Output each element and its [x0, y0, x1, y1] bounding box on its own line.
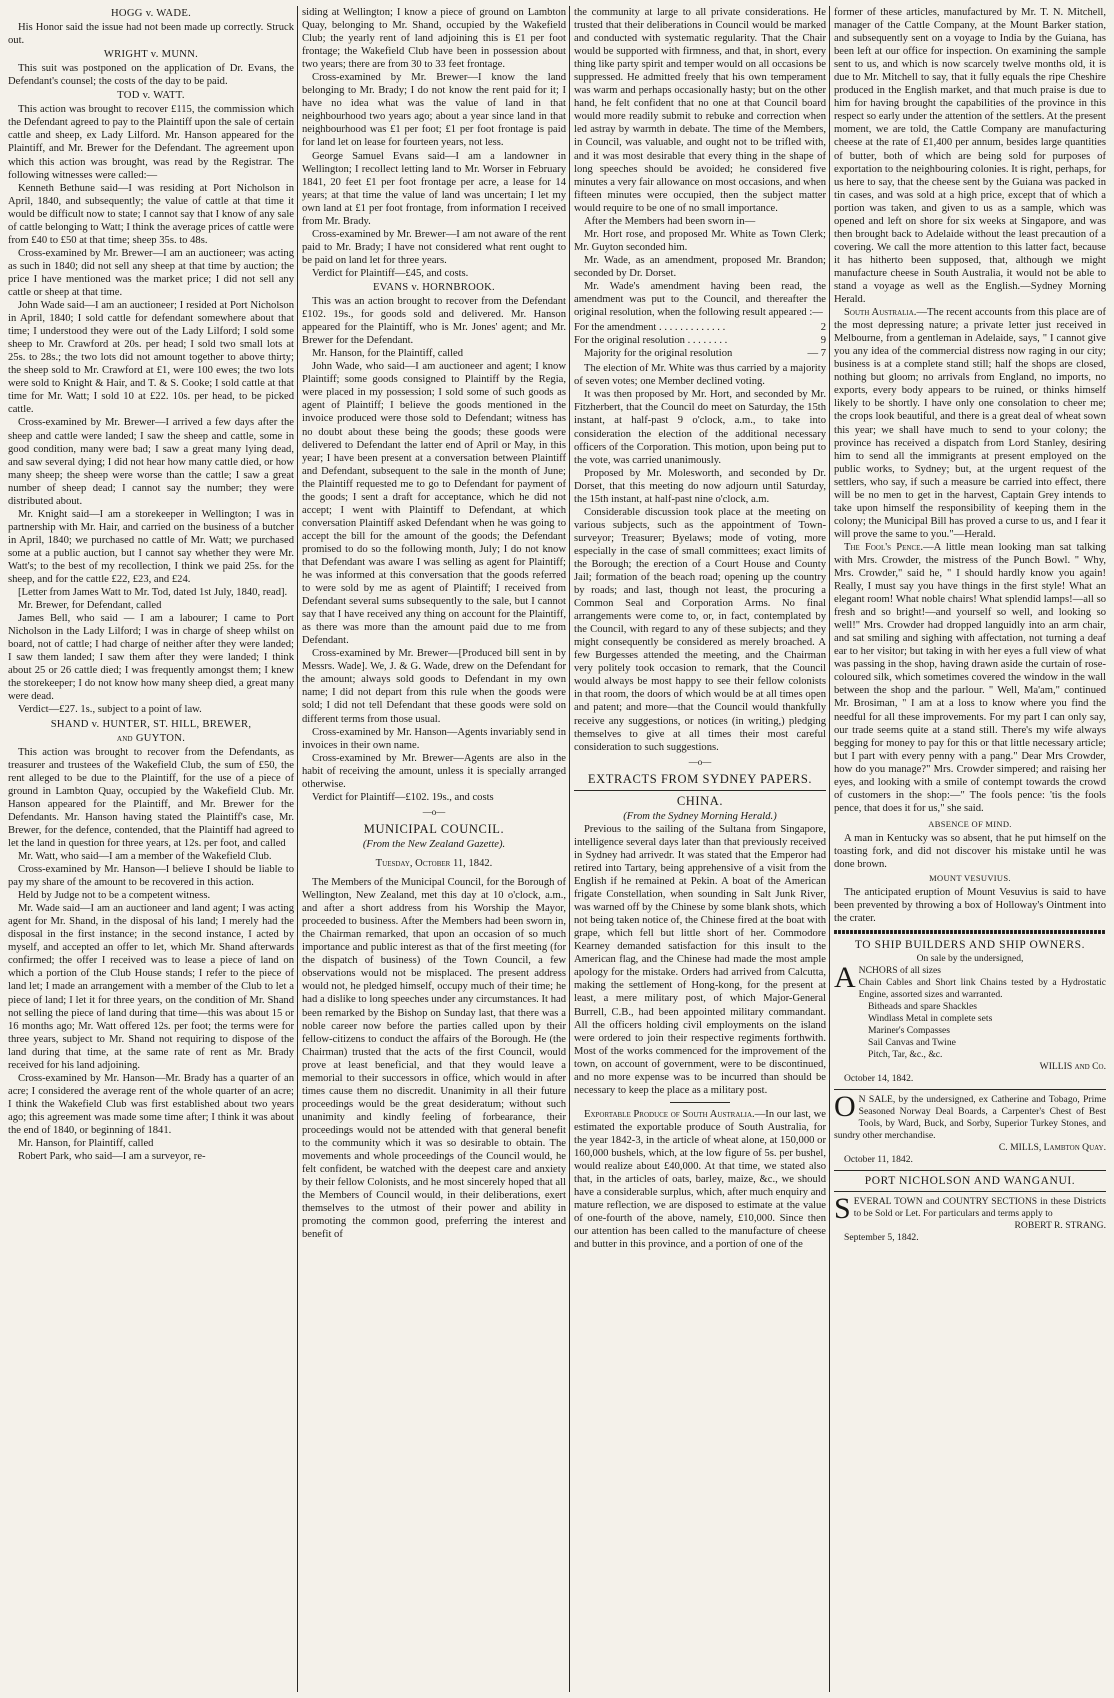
- vote-value: 2: [820, 322, 826, 334]
- paragraph: James Bell, who said — I am a labourer; I came to Port Nicholson in the Lady Lilford; I was in charge of sheep whilst on board, not of cattle; I had charge of neither after they were landed; I saw them landed; I saw them after they were landed; I think about 25 or 26 cattle died; I was frequently amongst them; I knew the storekeeper; I do not know how many sheep died, a great many were dead.: [8, 613, 294, 703]
- paragraph: The anticipated eruption of Mount Vesuvius is said to have been prevented by throwing a box of Holloway's Ointment into the crater.: [834, 887, 1106, 925]
- paragraph: Considerable discussion took place at the meeting on various subjects, such as the appointment of Town-surveyor; Treasurer; Byelaws; mode of voting, more especially in the case of small committees; exact limits of the Borough; the erection of a Court House and County Jail; formation of the beach road; opening up the country by roads; and last, though not least, the procuring a Common Seal and Corporation Arms. No final arrangements were come to, or, in fact, contemplated by the Council, with regard to any of these subjects; and they might consequently be considered as merely broached. A few Burgesses attended the meeting, and the Chairman very politely took occasion to remark, that the Council would always be most happy to see their fellow colonists in that room, the doors of which would be at all times open and patent; and more—that the Council would thankfully receive any suggestions, or notices (in writing,) pledging themselves to give at all times their most careful consideration to such suggestions.: [574, 506, 826, 753]
- paragraph: Mr. Watt, who said—I am a member of the Wakefield Club.: [18, 851, 272, 862]
- paragraph: Kenneth Bethune said—I was residing at Port Nicholson in April, 1840, and subsequently; the value of cattle at that time it would be difficult now to state; I cannot say that I know of any sale of cattle belonging to Watt; I think the average prices of cattle were from £40 to £50 at that time; sheep 35s. to 48s.: [8, 182, 294, 246]
- drop-cap: A: [834, 961, 856, 995]
- paragraph: George Samuel Evans said—I am a landowner in Wellington; I recollect letting land to Mr. Worser in February 1841, 20 feet £1 per foot frontage per acre, a lease for 14 years; at that time the value of land was uncertain; I let my own land at £1 per foot frontage, from information I received from Mr. Brady.: [302, 150, 566, 227]
- case-heading-wright: WRIGHT v. MUNN.: [103, 49, 199, 61]
- advertisement-norway-deals: [834, 1090, 1106, 1166]
- column-rule: [569, 6, 570, 1692]
- vote-row: [574, 347, 826, 360]
- paragraph: [834, 541, 1106, 815]
- ad-heading: TO SHIP BUILDERS AND SHIP OWNERS.: [854, 939, 1086, 952]
- ad-line: NCHORS of all sizes: [858, 965, 942, 977]
- paragraph: Cross-examined by Mr. Hanson—Agents invariably send in invoices in their own name.: [302, 726, 566, 751]
- drop-cap: S: [834, 1192, 851, 1226]
- paragraph: This action was brought to recover from the Defendants, as treasurer and trustees of the Wakefield Club, the sum of £50, the rent alleged to be due to the Plaintiff, for the use of a piece of ground in Lambton Quay, occupied by the Wakefield Club. Mr. Hanson appeared for the Plaintiff, and Mr. Brewer for the Defendants. Mr. Hanson having stated the Plaintiff's case, Mr. Brewer, for the defence, contended, that the Plaintiff had agreed to let the land in question for three years, at 12s. per foot, and called: [8, 746, 294, 849]
- ad-intro: On sale by the undersigned,: [916, 953, 1024, 965]
- vote-row: [574, 334, 826, 347]
- ad-text: N SALE, by the undersigned, ex Catherine and Tobago, Prime Seasoned Norway Deal Boards, a Carpenter's Chest of Best Tools, by Ward, Buck, and Sorby, Superior Turkey Stones, and sundry other merchandise.: [834, 1094, 1106, 1142]
- case-heading-hogg: HOGG v. WADE.: [110, 8, 192, 19]
- vote-value: — 7: [807, 348, 826, 360]
- vote-value: 9: [820, 335, 826, 347]
- source-line: (From the New Zealand Gazette).: [362, 838, 506, 850]
- source-line: (From the Sydney Morning Herald.): [623, 810, 777, 822]
- ad-signer: WILLIS and Co.: [1039, 1061, 1106, 1073]
- paragraph: This was an action brought to recover from the Defendant £102. 19s., for goods sold and delivered. Mr. Hanson appeared for the Plaintiff, who is Mr. Jones' agent; and Mr. Brewer for the Defendant.: [302, 296, 566, 347]
- paragraph: Cross-examined by Mr. Brewer—I arrived a few days after the sheep and cattle were landed; I saw the sheep and cattle, some in good condition, many were bad; I saw a great many lying dead, and saw several dying; I did not hear how many cattle died, or how many sheep; the sheep were worse than the cattle; I saw a great number of sheep dead; I cannot say the number; they were distributed about.: [8, 417, 294, 507]
- paragraph: Proposed by Mr. Molesworth, and seconded by Dr. Dorset, that this meeting do now adjourn until Saturday, the 15th instant, at half-past nine o'clock, a.m.: [574, 467, 826, 505]
- item-heading-absence: ABSENCE OF MIND.: [928, 818, 1012, 829]
- divider: [670, 1102, 730, 1103]
- column-rule: [829, 6, 830, 1692]
- drop-cap: O: [834, 1090, 856, 1124]
- ad-signer: ROBERT R. STRANG.: [1014, 1220, 1106, 1232]
- ad-line: Windlass Metal in complete sets: [868, 1013, 993, 1025]
- ad-heading: PORT NICHOLSON AND WANGANUI.: [864, 1175, 1076, 1188]
- section-heading-council: MUNICIPAL COUNCIL.: [363, 821, 505, 836]
- paragraph: His Honor said the issue had not been made up correctly. Struck out.: [8, 22, 294, 47]
- column-rule: [297, 6, 298, 1692]
- divider: [574, 790, 826, 791]
- case-heading-evans: EVANS v. HORNBROOK.: [373, 281, 495, 293]
- paragraph: [834, 306, 1106, 541]
- paragraph: siding at Wellington; I know a piece of ground on Lambton Quay, belonging to Mr. Shand, occupied by the Wakefield Club; the yearly rent of land adjoining this is £1 per foot frontage; the Wakefield Club have been in possession about two years; there are from 30 to 33 feet frontage.: [302, 7, 566, 71]
- ad-date: September 5, 1842.: [844, 1232, 919, 1244]
- vote-label: Majority for the original resolution: [584, 348, 733, 360]
- column-4: [834, 6, 1106, 1696]
- ad-line: Bitheads and spare Shackles: [868, 1001, 977, 1013]
- divider: [834, 1089, 1106, 1090]
- paragraph: Robert Park, who said—I am a surveyor, re-: [18, 1151, 206, 1163]
- ad-line: Pitch, Tar, &c., &c.: [868, 1049, 943, 1061]
- paragraph: The Members of the Municipal Council, for the Borough of Wellington, New Zealand, met this day at 10 o'clock, a.m., and after a short address from his Worship the Mayor, proceeded to business. After the Members had been sworn in, the Chairman remarked, that upon an occasion of so much importance and public interest as that of the first meeting (for the dispatch of business) of the Town Council, a few observations would not be misplaced. The present address would not, he pledged himself, occupy much of their time; he had a dislike to long speeches under any circumstances. It had been remarked by the Bishop on Sunday last, that there was a noble career now before the parties called upon by their fellow-citizens to conduct the affairs of the Borough. He (the Chairman) trusted that the acts of the first Council, would prove at least beneficial, and that they would leave a memorial to their successors in office, which would in after times cause them no discredit. Unanimity in all their future proceedings would be the great desideratum; without such unanimity and kindly feeling of forbearance, their proceedings would not be attended with that general benefit to the community which it was so desirable to obtain. The movements and whole proceedings of the Council would, he felt confident, be watched with the deepest care and anxiety by their fellow Colonists, and he most sincerely hoped that all the Members of Council would, in their deliberations, exert themselves to the utmost of their power and ability in promoting the common good, preferring the interest and benefit of: [302, 877, 566, 1241]
- paragraph-text: —In our last, we estimated the exportable produce of South Australia, for the year 1842-3, in the article of wheat alone, at 150,000 or 160,000 bushels, which, at the low figure of 5s. per bushel, would realize about £40,000. At that time, we stated also that, in the articles of oats, barley, maize, &c., we should have a considerable surplus, which, after much enquiry and mature reflection, we are disposed to estimate at the value of one-fourth of the above, namely, £10,000. Since then our attention has been called to the manufacture of cheese and butter in this province, and a portion of one of the: [574, 1108, 826, 1251]
- paragraph: This action was brought to recover £115, the commission which the Defendant agreed to pay to the Plaintiff upon the sale of certain cattle and sheep, ex Lady Lilford. Mr. Hanson appeared for the Plaintiff, and Mr. Brewer for the Defendant. The agreement upon which this action was brought, was read by the Registrar. The following witnesses were called:—: [8, 104, 294, 181]
- paragraph: Mr. Hort rose, and proposed Mr. White as Town Clerk; Mr. Guyton seconded him.: [574, 228, 826, 253]
- paragraph: Held by Judge not to be a competent witness.: [18, 890, 211, 902]
- paragraph: [Letter from James Watt to Mr. Tod, dated 1st July, 1840, read].: [18, 587, 288, 599]
- case-heading-shand-2: and GUYTON.: [116, 732, 186, 744]
- paragraph: John Wade said—I am an auctioneer; I resided at Port Nicholson in April, 1840; I sold cattle for defendant somewhere about that time; I understood they were out of the Lady Lilford; I sold some sheep to Mr. Crawford at 20s. per head; I sold two small lots at 25s. to 28s.; the two lots did not amount together to above thirty; the sheep sold to Mr. Crawford at £1, were 100 ewes; the two lots were sold to Knight & Hair, and T. & S. Cooke; I sold cattle at that time for Mr. Watt; I sold 10 at £22. 10s. per head, to be picked cattle.: [8, 300, 294, 416]
- run-in-heading: The Fool's Pence.: [844, 541, 924, 553]
- paragraph: Mr. Hanson, for the Plaintiff, called: [312, 348, 464, 360]
- paragraph-text: —The recent accounts from this place are of the most depressing nature; a private letter just received in Melbourne, from a gentleman in Adelaide, says, " I cannot give you any idea of the commercial distress now raging in our city; business is at a complete stand still; half the shops are closed, nothing but gloom; no arrivals from England, no imports, no exports, every body appears to be ruined, or thinks himself likely to be shortly. I have only one consolation to cheer me; the crops look beautiful, and there is a great deal of wheat sown this year; we shall have much to send to your colony; the province has received a dispatch from Lord Stanley, desiring him to send all the immigrants at present employed on the public works, to Sydney; but, at the urgent request of the settlers, who say, if such a measure be carried into effect, there will be no men to get in the harvest, Captain Grey intends to take upon himself the responsibility of keeping them in the colony; the Municipal Bill has proved a curse to us, and I fear it will prove the same to you."—Herald.: [834, 307, 1106, 540]
- column-3: [574, 6, 826, 1696]
- separator: —o—: [688, 756, 712, 767]
- ad-date: October 14, 1842.: [844, 1073, 914, 1085]
- paragraph-text: —A little mean looking man sat talking with Mrs. Crowder, the mistress of the Punch Bowl. " Why, Mrs. Crowder," said he, " I should hardly know you again! Really, I must say you have things in the first style! What an elegant room! What noble chairs! What splendid lamps!—all so fresh and so bright!—and yourself so well, and looking so well!" Mrs. Crowder had dropped languidly into an arm chair, and sat smiling and sighing with affectation, not turning a deaf ear to her visitor; but taking in with her eyes a full view of what was passing in the shop, having drawn aside the curtain of rose-coloured silk, which sometimes covered the window in the wall between the shop and the parlour. " Well, Ma'am," continued Mr. Brosiman, " I am at a loss to know where you find the needful for all these improvements. For my part I can only say, our trade seems quite at a stand still. There's my wife always begging for money to pay for this or that little necessary article; but I part with every penny with a pang." Dear Mrs Crowder, how do you manage?" Mrs. Crowder simpered; and raising her eyes, and looking with a smile of contempt towards the crowd of customers in the shop:—" The fools pence: 'tis the fools pence, that does it for us," she said.: [834, 541, 1106, 814]
- paragraph: Cross-examined by Mr. Brewer—[Produced bill sent in by Messrs. Wade]. We, J. & G. Wade, drew on the Defendant for the amount; always sold goods to Defendant in my own name; I did not depart from this rule when the goods were sold; I did not tell Defendant that these goods were sold on different terms from those usual.: [302, 648, 566, 725]
- verdict: Verdict—£27. 1s., subject to a point of law.: [18, 704, 202, 716]
- run-in-heading: South Australia.: [844, 307, 917, 319]
- column-1: [8, 6, 294, 1696]
- ad-line: Sail Canvas and Twine: [868, 1037, 956, 1049]
- divider: [834, 1191, 1106, 1192]
- vote-row: [574, 321, 826, 334]
- item-heading-vesuvius: MOUNT VESUVIUS.: [929, 873, 1011, 884]
- advertisement-ship-builders: [834, 939, 1106, 1085]
- run-in-heading: Exportable Produce of South Australia.: [584, 1108, 755, 1120]
- paragraph: the community at large to all private considerations. He trusted that their deliberations in Council would be marked and conducted with systematic regularity. That the Chair would be supported with firmness, and that, in short, every thing like party spirit and temper would on all occasions be suppressed. He admitted freely that his own temperament was warm and perhaps occasionally hasty; but on the other hand, he felt confident that no one at that Council board would more readily submit to rebuke and correction when led astray by warmth in debate. The time of the Members, in Council, was valuable, and ought not to be trifled with, and it was most desirable that every thing in the shape of long speeches should be avoided; he considered five minutes a very fair allowance on most occasions, and when fifteen minutes were occupied, then the subject matter would require to be one of no small importance.: [574, 7, 826, 214]
- paragraph: Mr. Wade's amendment having been read, the amendment was put to the Council, and thereafter the original resolution, when the following result appeared :—: [574, 280, 826, 319]
- paragraph: Mr. Wade, as an amendment, proposed Mr. Brandon; seconded by Dr. Dorset.: [574, 254, 826, 279]
- paragraph: Cross-examined by Mr. Hanson—Mr. Brady has a quarter of an acre; I considered the average rent of the whole quarter of an acre; I think the Wakefield Club was first established about two years ago; this agreement was made some time after; I think it was about the end of 1840, or beginning of 1841.: [8, 1072, 294, 1136]
- paragraph: Mr. Knight said—I am a storekeeper in Wellington; I was in partnership with Mr. Hair, and carried on the business of a butcher in April, 1840; we purchased no cattle of Mr. Watt; we purchased some at a public auction, but I cannot say whether they were Mr. Watt's; to the best of my recollection, I think we paid 25s. for the sheep, and for the cattle £22, £23, and £24.: [8, 508, 294, 586]
- paragraph: [574, 1108, 826, 1252]
- paragraph: It was then proposed by Mr. Hort, and seconded by Mr. Fitzherbert, that the Council do meet on Saturday, the 15th instant, at half-past 9 o'clock, a.m., to take into consideration the election of the additional necessary officers of the Corporation. This motion, upon being put to the vote, was carried unanimously.: [574, 389, 826, 466]
- paragraph: This suit was postponed on the application of Dr. Evans, the Defendant's counsel; the costs of the day to be paid.: [8, 63, 294, 88]
- vote-label: For the amendment . . . . . . . . . . . . .: [574, 322, 726, 334]
- ad-date: October 11, 1842.: [844, 1154, 913, 1166]
- ad-line: Mariner's Compasses: [868, 1025, 950, 1037]
- paragraph: Cross-examined by Mr. Brewer—I am an auctioneer; was acting as such in 1840; did not sell any sheep at that time by auction; the price I have mentioned was the market price; I did not sell any cattle or sheep at that time.: [8, 247, 294, 298]
- paragraph: Cross-examined by Mr. Brewer—I know the land belonging to Mr. Brady; I do not know the rent paid for it; I have no idea what was the value of land in that neighbourhood two years ago; about a year since land in that neighbourhood was £1 per foot; £1 per foot frontage is paid for land let on lease for fourteen years, not less.: [302, 72, 566, 149]
- verdict: Verdict for Plaintiff—£102. 19s., and costs: [312, 791, 494, 803]
- paragraph: A man in Kentucky was so absent, that he put himself on the toasting fork, and did not discover his mistake until he was done brown.: [834, 832, 1106, 871]
- column-2: [302, 6, 566, 1696]
- paragraph: The election of Mr. White was thus carried by a majority of seven votes; one Member declined voting.: [574, 363, 826, 388]
- section-heading-extracts: EXTRACTS FROM SYDNEY PAPERS.: [587, 771, 813, 786]
- paragraph: former of these articles, manufactured by Mr. T. N. Mitchell, manager of the Cattle Company, at the Mount Barker station, and subsequently sent on a voyage to India by the Guiana, has been left at our office for inspection. On examining the sample sent to us, and which is now scarcely twelve months old, it is due to Mr. Mitchell to say, that it fully equals the ripe Cheshire produced in the English market, and that much praise is due to him for having brought the capabilities of the province in this respect so early under the attention of the settlers. At the present moment, we are told, the Cattle Company are manufacturing cheese at the rate of £1,400 per annum, besides large quantities of butter, both of which are being sold for purposes of exportation to the neighbouring colonies. It is right, perhaps, for us here to say, that the cheese sent by the Guiana was packed in tin cases, and was sold at a high price, except that of which a portion was taken, and given to us as a sample, which was opened and left on shore for six weeks at Singapore, and was then brought back to Adelaide without the least precaution of a covering. We call the more attention to this latter fact, because it has hitherto been supposed, that, although we might manufacture cheese in South Australia, it would not be able to stand a voyage as well as the English.—Sydney Morning Herald.: [834, 7, 1106, 306]
- case-heading-tod: TOD v. WATT.: [117, 90, 185, 102]
- separator: —o—: [422, 806, 446, 817]
- paragraph: Mr. Wade said—I am an auctioneer and land agent; I was acting agent for Mr. Shand, in the disposal of his land; I merely had the disposal in the first instance; in the second instance, I acted by myself, and accepted an offer to let, which Mr. Shand afterwards confirmed; the offer I received was to lease a piece of land on which a portion of the Club House stands; I refer to the piece of land let; I made an arrangement with a member of the Club to let a piece of land; I let it for three years, on the condition of Mr. Shand not selling the piece of land during that time—this was about 15 or 16 months ago; Mr. Watt offered 12s. per foot; the terms were for three years, subject to Mr. Shand not requiring to dispose of the land during that time, at the same rate of rent as Mr. Brady received for his land adjoining.: [8, 903, 294, 1071]
- heavy-rule: [834, 930, 1106, 934]
- vote-label: For the original resolution . . . . . . . .: [574, 335, 728, 347]
- vote-table: [574, 321, 826, 360]
- case-heading-shand: SHAND v. HUNTER, ST. HILL, BREWER,: [50, 718, 252, 730]
- dateline: Tuesday, October 11, 1842.: [375, 858, 493, 869]
- ad-line: Chain Cables and Short link Chains tested by a Hydrostatic Engine, assorted sizes and warranted.: [858, 977, 1106, 1001]
- divider: [834, 1170, 1106, 1171]
- paragraph: After the Members had been sworn in—: [584, 215, 756, 227]
- ad-text: EVERAL TOWN and COUNTRY SECTIONS in these Districts to be Sold or Let. For particulars and terms apply to: [853, 1196, 1106, 1220]
- paragraph: Previous to the sailing of the Sultana from Singapore, intelligence several days later than that previously received in Sydney had arrivedr. It was stated that the Emperor had retired into Tartary, being apprehensive of a visit from the English if he remained at Pekin. A boat of the American frigate Constellation, when sounding in Salt Junk River, was warned off by the Chinese by some blank shots, which not being taken notice of, the Chinese fired at the boat with grape, which fell but little short of her. Commodore Kearney demanded satisfaction for this insult to the American flag, and the Chinese had made the most ample apology for the mistake. Orders had arrived from Calcutta, making the settlement of Hong-kong, for the present at least, a mere military post, of which Major-General Burrell, C.B., had been appointed military commandant. All the officers holding civil employments on the island were ordered to join their respective regiments forthwith. Most of the works commenced for the improvement of the town, on account of government, were to be discontinued, and no more expense was to be incurred than should be necessary to keep the place as a military post.: [574, 823, 826, 1096]
- verdict: Verdict for Plaintiff—£45, and costs.: [312, 267, 469, 279]
- paragraph: Cross-examined by Mr. Hanson—I believe I should be liable to pay my share of the amount to be recovered in this action.: [8, 864, 294, 889]
- paragraph: Mr. Brewer, for Defendant, called: [18, 600, 162, 612]
- paragraph: John Wade, who said—I am auctioneer and agent; I know Plaintiff; some goods consigned to Plaintiff by the Regia, were placed in my possession; I sold some of such goods as agent of Plaintiff; I believe the goods mentioned in the invoice produced were those sold to Defendant; witness has no doubt about these being the goods; these goods were delivered to Defendant the latter end of April or May, in this year; I have been present at a conversation between Plaintiff and Defendant, subsequent to the sale in the month of June; the Plaintiff requested me to go to Defendant for payment of the goods; I sent a draft for acceptance, which he did not accept; I went with Plaintiff to Defendant, at which conversation Plaintiff asked Defendant when he was going to accept the bill for the amount of the goods; the Defendant promised to do so the following month, July; I do not know that Defendant was aware I was selling as agent for Plaintiff; he was informed at this conversation that the goods referred to were sold by me as agent of Plaintiff; I received from Defendant several sums subsequently to the sale, but I cannot say that I have received any thing on account for the Plaintiff, as there was more than the amount paid due to me from Defendant.: [302, 361, 566, 647]
- section-heading-china: CHINA.: [676, 793, 724, 808]
- paragraph: Cross-examined by Mr. Brewer—Agents are also in the habit of receiving the amount, unless it is specially arranged otherwise.: [302, 752, 566, 790]
- paragraph: Cross-examined by Mr. Brewer—I am not aware of the rent paid to Mr. Brady; I have not considered what rent ought to be paid on land let for three years.: [302, 228, 566, 266]
- ad-signer: C. MILLS, Lambton Quay.: [998, 1142, 1106, 1154]
- paragraph: Mr. Hanson, for Plaintiff, called: [18, 1138, 154, 1150]
- advertisement-sections: [834, 1175, 1106, 1244]
